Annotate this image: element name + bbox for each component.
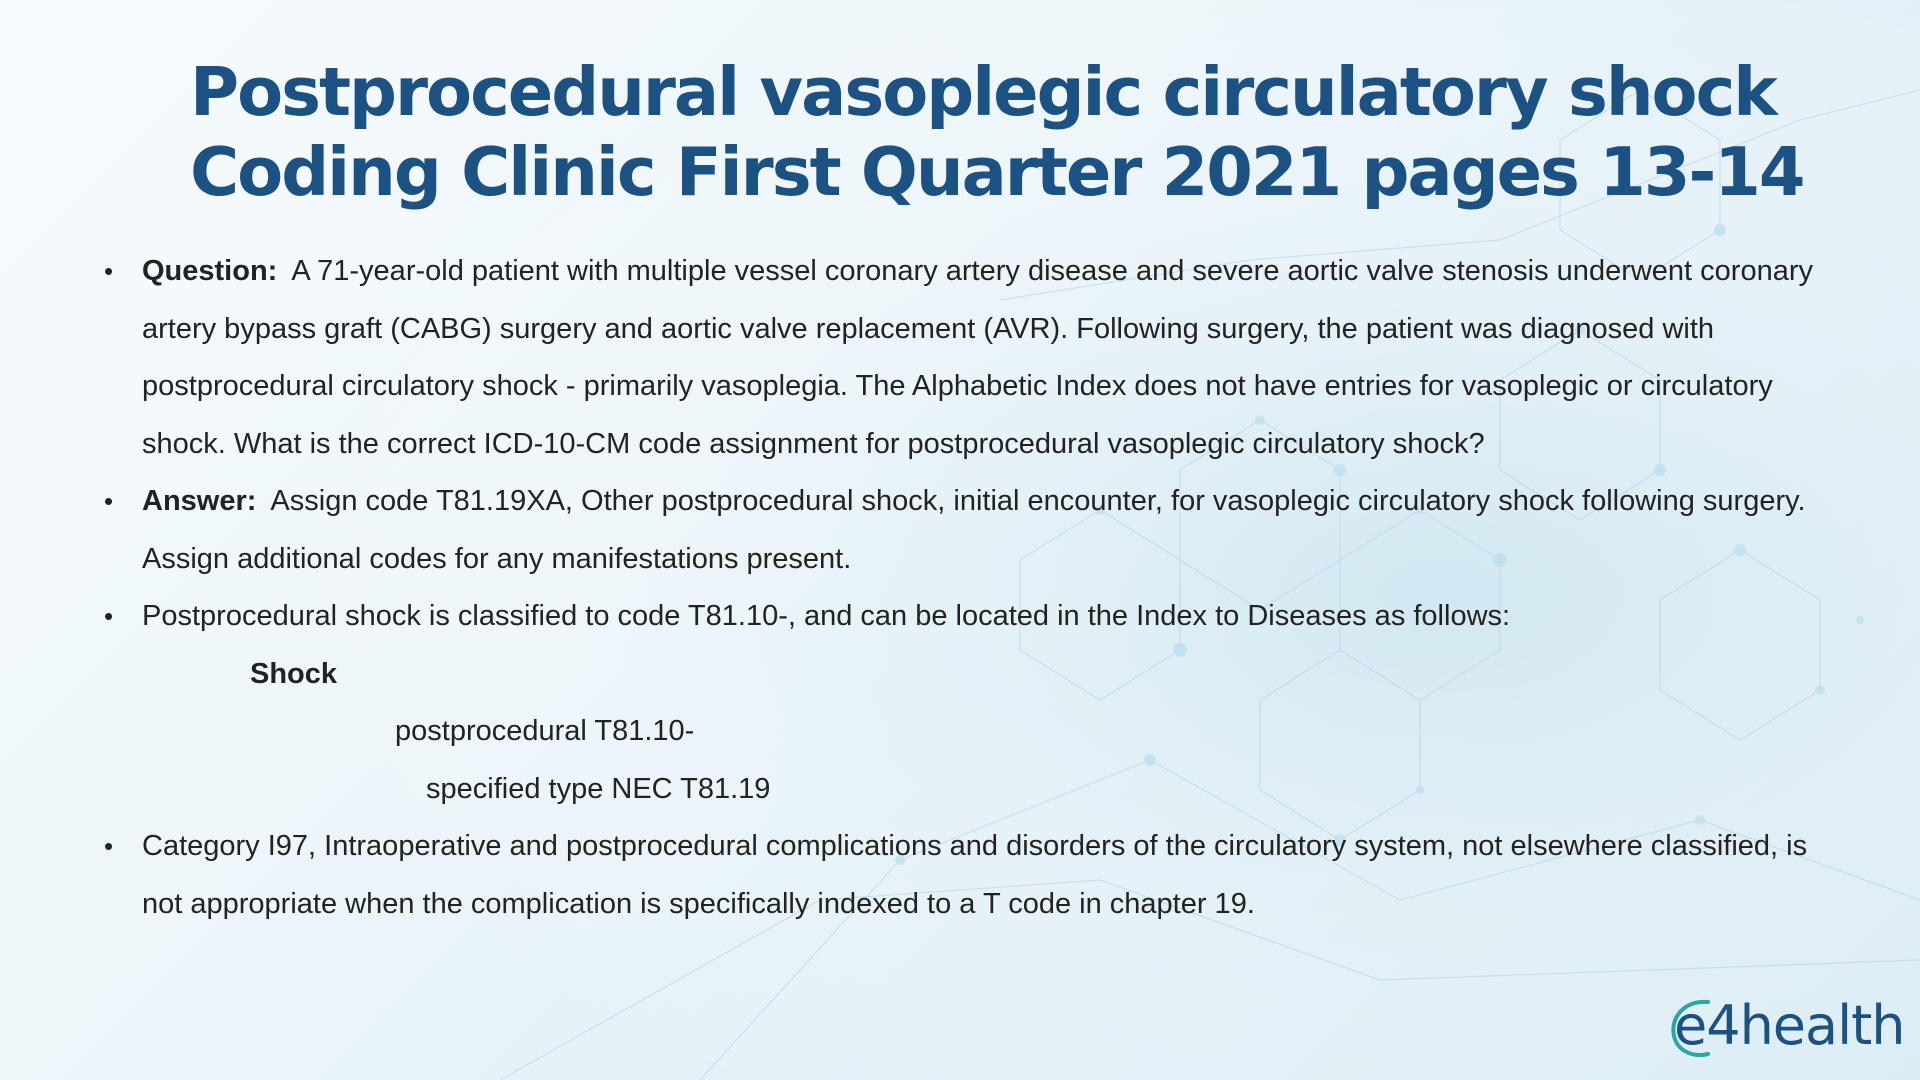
slide-body <box>100 243 1820 933</box>
question-text: A 71-year-old patient with multiple vessel coronary artery disease and severe aortic valve stenosis underwent coronary artery bypass graft (CABG) surgery and aortic valve replacement (AVR). Following surgery, the patient was diagnosed with postprocedural circulatory shock - primarily vasoplegia. The Alphabetic Index does not have entries for vasoplegic or circulatory shock. What is the correct ICD-10-CM code assignment for postprocedural vasoplegic circulatory shock? <box>142 255 1813 460</box>
bullet-question <box>100 243 1820 473</box>
question-label: Question: <box>142 255 278 287</box>
index-subentry-postprocedural: postprocedural T81.10- <box>395 715 695 747</box>
logo-text: e4health <box>1674 994 1905 1057</box>
answer-label: Answer: <box>142 485 257 517</box>
title-line-1: Postprocedural vasoplegic circulatory shock <box>190 53 1776 131</box>
index-entry-shock: Shock <box>250 657 338 690</box>
bullet-answer <box>100 473 1820 588</box>
title-line-2: Coding Clinic First Quarter 2021 pages 13-14 <box>190 133 1804 211</box>
bullet-classification: • Postprocedural shock is classified to code T81.10-, and can be located in the Index to Diseases as follows: <box>100 588 1820 646</box>
slide-title <box>190 52 1830 212</box>
e4health-logo <box>1668 992 1905 1062</box>
answer-text: Assign code T81.19XA, Other postprocedural shock, initial encounter, for vasoplegic circulatory shock following surgery. Assign additional codes for any manifestations present. <box>142 485 1806 575</box>
index-subentry-specified-type: specified type NEC T81.19 <box>426 772 771 805</box>
bullet-category-i97: • Category I97, Intraoperative and postprocedural complications and disorders of the circulatory system, not elsewhere classified, is not appropriate when the complication is specifically indexed to a T code in chapter 19. <box>100 818 1820 933</box>
